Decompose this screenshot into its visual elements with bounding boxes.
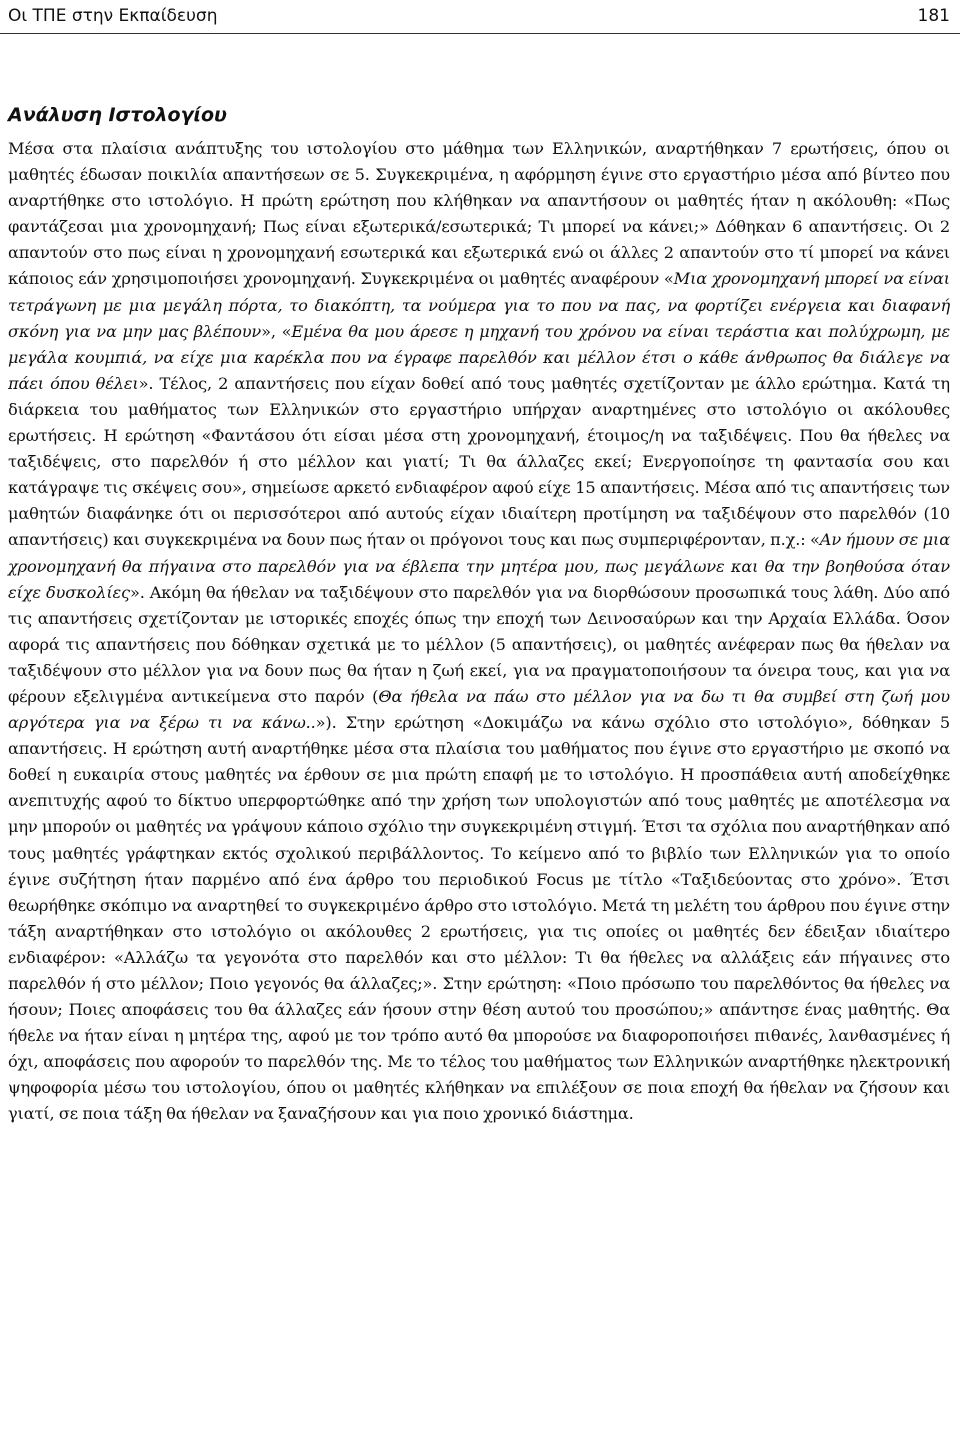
text-run: », « bbox=[261, 321, 292, 341]
text-run: ». Τέλος, 2 απαντήσεις που είχαν δοθεί από τους μαθητές σχετίζονταν με άλλο ερώτημα. Κατά τη διάρκεια του μαθήματος των Ελληνικών στο εργαστήριο υπήρχαν αναρτημένες στο ιστολόγιο οι ακόλουθες ερωτήσεις. Η ερώτηση «Φαντάσου ότι είσαι μέσα στη χρονομηχανή, έτοιμος/η να ταξιδέψεις. Που θα ήθελες να ταξιδέψεις, στο παρελθόν ή στο μέλλον και γιατί; Τι θα άλλαζες εκεί; Ενεργοποίησε τη φαντασία σου και κατάγραψε τις σκέψεις σου», σημείωσε αρκετό ενδιαφέρον αφού είχε 15 απαντήσεις. Μέσα από τις απαντήσεις των μαθητών διαφάνηκε ότι οι περισσότεροι από αυτούς είχαν ιδιαίτερη προτίμηση να ταξιδέψουν στο παρελθόν (10 απαντήσεις) και συγκεκριμένα να δουν πως ήταν οι πρόγονοι τους και πως συμπεριφέρονταν, π.χ.: « bbox=[8, 373, 950, 550]
student-quote: Μια χρονομηχανή μπορεί να είναι τετράγωνη με μια μεγάλη πόρτα, το διακόπτη, τα νούμερα για το που να πας, να φορτίζει ενέργεια και διαφανή σκόνη για να μην μας βλέπουν bbox=[8, 269, 950, 341]
text-run: ». Ακόμη θα ήθελαν να ταξιδέψουν στο παρελθόν για να διορθώσουν προσωπικά τους λάθη. Δύο από τις απαντήσεις σχετίζονταν με ιστορικές εποχές όπως την εποχή των Δεινοσαύρων και την Αρχαία Ελλάδα. Όσον αφορά τις απαντήσεις που δόθηκαν σχετικά με το μέλλον (5 απαντήσεις), οι μαθητές ανέφεραν πως θα ήθελαν να ταξιδέψουν στο μέλλον για να δουν πως θα ήταν η ζωή εκεί, για να πραγματοποιήσουν τα όνειρα τους, και για να φέρουν εξελιγμένα αντικείμενα στο παρόν ( bbox=[8, 582, 950, 706]
section-title: Ανάλυση Ιστολογίου bbox=[8, 104, 227, 126]
student-quote: Αν ήμουν σε μια χρονομηχανή θα πήγαινα στο παρελθόν για να έβλεπα την μητέρα μου, πως μεγάλωνε και θα την βοηθούσα όταν είχε δυσκολίες bbox=[8, 530, 950, 602]
header-rule bbox=[0, 33, 960, 34]
running-title: Οι ΤΠΕ στην Εκπαίδευση bbox=[8, 6, 218, 26]
text-run: Μέσα στα πλαίσια ανάπτυξης του ιστολογίου στο μάθημα των Ελληνικών, αναρτήθηκαν 7 ερωτήσεις, όπου οι μαθητές έδωσαν ποικιλία απαντήσεων σε 5. Συγκεκριμένα, η αφόρμηση έγινε στο εργαστήριο μέσα από βίντεο που αναρτήθηκε στο ιστολόγιο. Η πρώτη ερώτηση που κλήθηκαν να απαντήσουν οι μαθητές ήταν η ακόλουθη: «Πως φαντάζεσαι μια χρονομηχανή; Πως είναι εξωτερικά/εσωτερικά; Τι μπορεί να κάνει;» Δόθηκαν 6 απαντήσεις. Οι 2 απαντούν στο πως είναι η χρονομηχανή εσωτερικά και εξωτερικά ενώ οι άλλες 2 απαντούν στο τί μπορεί να κάνει κάποιος εάν χρησιμοποιήσει χρονομηχανή. Συγκεκριμένα οι μαθητές αναφέρουν « bbox=[8, 139, 950, 289]
body-paragraph bbox=[8, 136, 950, 1128]
page-header bbox=[8, 2, 950, 32]
student-quote: Εμένα θα μου άρεσε η μηχανή του χρόνου να είναι τεράστια και πολύχρωμη, με μεγάλα κουμπιά, να είχε μια καρέκλα που να έγραφε παρελθόν και μέλλον έτσι ο κάθε άνθρωπος θα διάλεγε να πάει όπου θέλει bbox=[8, 321, 950, 393]
page-number: 181 bbox=[917, 6, 950, 26]
student-quote: Θα ήθελα να πάω στο μέλλον για να δω τι θα συμβεί στη ζωή μου αργότερα για να ξέρω τι να κάνω.. bbox=[8, 686, 950, 733]
text-run: »). Στην ερώτηση «Δοκιμάζω να κάνω σχόλιο στο ιστολόγιο», δόθηκαν 5 απαντήσεις. Η ερώτηση αυτή αναρτήθηκε μέσα στα πλαίσια του μαθήματος που έγινε στο εργαστήριο με σκοπό να δοθεί η ευκαιρία στους μαθητές να έρθουν σε μια πρώτη επαφή με το ιστολόγιο. Η προσπάθεια αυτή αποδείχθηκε ανεπιτυχής αφού το δίκτυο υπερφορτώθηκε από την χρήση των υπολογιστών από τους μαθητές με αποτέλεσμα να μην μπορούν οι μαθητές να γράψουν κάποιο σχόλιο την συγκεκριμένη στιγμή. Έτσι τα σχόλια που αναρτήθηκαν από τους μαθητές γράφτηκαν εκτός σχολικού περιβάλλοντος. Το κείμενο από το βιβλίο των Ελληνικών για το οποίο έγινε συζήτηση ήταν παρμένο από ένα άρθρο του περιοδικού Focus με τίτλο «Ταξιδεύοντας στο χρόνο». Έτσι θεωρήθηκε σκόπιμο να αναρτηθεί το συγκεκριμένο άρθρο στο ιστολόγιο. Μετά τη μελέτη του άρθρου που έγινε στην τάξη αναρτήθηκαν στο ιστολόγιο οι ακόλουθες 2 ερωτήσεις, για τις οποίες οι μαθητές δεν έδειξαν ιδιαίτερο ενδιαφέρον: «Αλλάζω τα γεγονότα στο παρελθόν και στο μέλλον: Τι θα ήθελες να αλλάξεις εάν πήγαινες στο παρελθόν ή στο μέλλον; Ποιο γεγονός θα άλλαζες;». Στην ερώτηση: «Ποιο πρόσωπο του παρελθόντος θα ήθελες να ήσουν; Ποιες αποφάσεις του θα άλλαζες εάν ήσουν στην θέση αυτού του προσώπου;» απάντησε ένας μαθητής. Θα ήθελε να ήταν είναι η μητέρα της, αφού με τον τρόπο αυτό θα μπορούσε να διαφοροποιήσει πιθανές, λανθασμένες ή όχι, αποφάσεις που αφορούν το παρελθόν της. Με το τέλος του μαθήματος των Ελληνικών αναρτήθηκε ηλεκτρονική ψηφοφορία μέσω του ιστολογίου, όπου οι μαθητές κλήθηκαν να επιλέξουν σε ποια εποχή θα ήθελαν να ζήσουν και γιατί, σε ποια τάξη θα ήθελαν να ξαναζήσουν και για ποιο χρονικό διάστημα. bbox=[8, 713, 950, 1124]
